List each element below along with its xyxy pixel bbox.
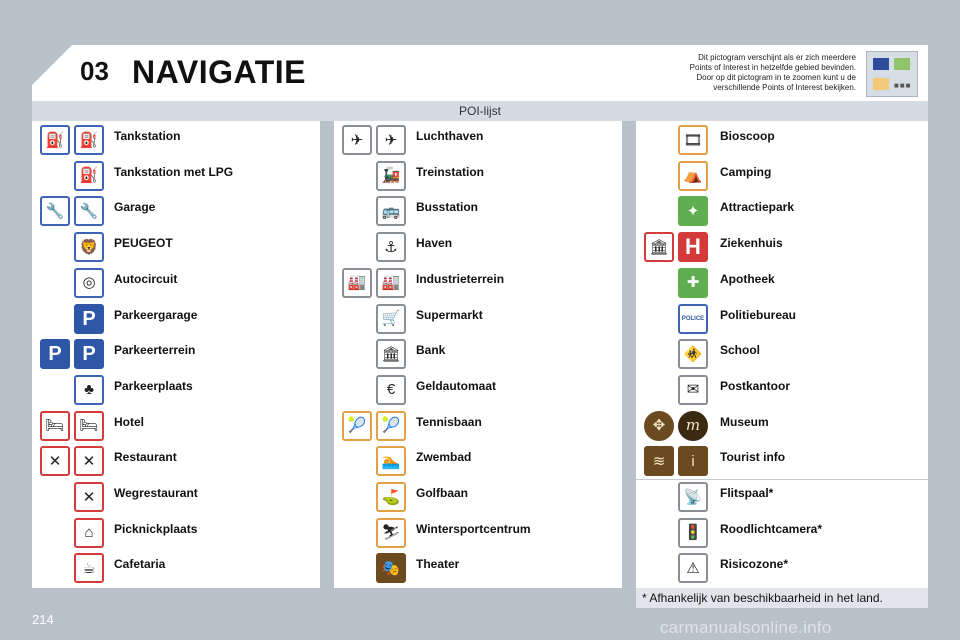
poi-label: Ziekenhuis (720, 236, 783, 251)
peugeot-lion-icon: 🦁 (74, 232, 104, 262)
lpg-pump-icon: ⛽ (74, 161, 104, 191)
poi-row (32, 302, 320, 336)
legend-green-square (894, 58, 910, 70)
poi-row (636, 480, 928, 514)
page-title: NAVIGATIE (132, 54, 306, 90)
poi-row (334, 266, 622, 300)
skier-icon: ⛷ (376, 518, 406, 548)
pharmacy-cross-icon: ✚ (678, 268, 708, 298)
coffee-cup-icon: ☕ (74, 553, 104, 583)
factory-icon: 🏭 (342, 268, 372, 298)
hospital-h-icon: H (678, 232, 708, 262)
poi-label: Parkeerplaats (114, 378, 193, 393)
poi-row (636, 337, 928, 371)
airplane-icon: ✈ (376, 125, 406, 155)
header-note-line: Dit pictogram verschijnt als er zich meerdere (698, 53, 856, 62)
red-light-camera-icon: 🚦 (678, 518, 708, 548)
poi-row (636, 230, 928, 264)
poi-row (334, 194, 622, 228)
cluster-legend-icon (866, 51, 918, 97)
poi-label: PEUGEOT (114, 236, 173, 251)
legend-yellow-square (873, 78, 889, 90)
poi-row (636, 123, 928, 157)
poi-row (32, 230, 320, 264)
tennis-player-icon: 🎾 (376, 411, 406, 441)
poi-label: Parkeerterrein (114, 343, 196, 358)
poi-label: School (720, 343, 761, 358)
poi-label: Busstation (416, 200, 479, 215)
warning-triangle-icon: ⚠ (678, 553, 708, 583)
hospital-building-icon: 🏛 (644, 232, 674, 262)
poi-row (334, 159, 622, 193)
poi-label: Tankstation (114, 129, 181, 143)
poi-column-2 (334, 121, 622, 588)
poi-label: Politiebureau (720, 307, 797, 322)
poi-row (334, 230, 622, 264)
poi-row (334, 337, 622, 371)
poi-label: Apotheek (720, 271, 775, 286)
poi-label: Tankstation met LPG (114, 164, 234, 179)
poi-row (334, 123, 622, 157)
poi-row (334, 516, 622, 550)
poi-label: Tourist info (720, 450, 786, 465)
parking-garage-icon: P (74, 304, 104, 334)
poi-label: Risicozone* (720, 557, 789, 572)
rest-area-icon: ♣ (74, 375, 104, 405)
wrench-icon-2: 🔧 (74, 196, 104, 226)
header-note-line: verschillende Points of Interest bekijken. (713, 83, 856, 92)
header-note-line: Door op dit pictogram in te zoomen kunt u de (696, 73, 856, 82)
poi-row (636, 444, 928, 478)
poi-label: Geldautomaat (416, 378, 497, 393)
sport-multi-icon: 🎾 (342, 411, 372, 441)
poi-row (636, 302, 928, 336)
factory-icon-2: 🏭 (376, 268, 406, 298)
poi-row (334, 302, 622, 336)
poi-label: Camping (720, 164, 772, 179)
poi-label: Supermarkt (416, 307, 483, 322)
poi-row (636, 194, 928, 228)
film-icon: 🎞 (678, 125, 708, 155)
poi-label: Golfbaan (416, 486, 469, 500)
poi-label: Wintersportcentrum (416, 521, 531, 536)
fuel-pump-icon: ⛽ (40, 125, 70, 155)
poi-row (636, 409, 928, 443)
poi-label: Museum (720, 414, 769, 429)
page-number: 214 (32, 612, 54, 627)
airport-multi-icon: ✈ (342, 125, 372, 155)
poi-label: Postkantoor (720, 378, 791, 393)
bed-icon-2: 🛏 (74, 411, 104, 441)
poi-label: Picknickplaats (114, 521, 198, 536)
watermark: carmanualsonline.info (660, 618, 832, 637)
poi-label: Bioscoop (720, 129, 775, 143)
parking-icon-2: P (74, 339, 104, 369)
poi-label: Restaurant (114, 450, 177, 465)
legend-blue-square (873, 58, 889, 70)
poi-row (334, 373, 622, 407)
museum-compass-icon: ✥ (644, 411, 674, 441)
poi-row (32, 159, 320, 193)
speed-camera-icon: 📡 (678, 482, 708, 512)
poi-row (636, 551, 928, 585)
poi-label: Roodlichtcamera* (720, 521, 823, 536)
subtitle-bar: POI-lijst (32, 101, 928, 121)
legend-dots-icon: ■■■ (894, 81, 912, 90)
poi-row (636, 266, 928, 300)
parking-icon: P (40, 339, 70, 369)
theater-icon: 🎭 (376, 553, 406, 583)
swimmer-icon: 🏊 (376, 446, 406, 476)
poi-row (334, 409, 622, 443)
fuel-pump-icon-2: ⛽ (74, 125, 104, 155)
race-track-icon: ◎ (74, 268, 104, 298)
header-note-line: Points of Interest in hetzelfde gebied bevinden. (689, 63, 856, 72)
poi-row (32, 516, 320, 550)
bed-icon: 🛏 (40, 411, 70, 441)
bus-icon: 🚌 (376, 196, 406, 226)
poi-label: Wegrestaurant (114, 486, 198, 500)
tourist-rays-icon: ≋ (644, 446, 674, 476)
poi-label: Autocircuit (114, 271, 178, 286)
poi-label: Garage (114, 200, 156, 215)
poi-row (334, 444, 622, 478)
train-icon: 🚂 (376, 161, 406, 191)
police-icon: POLICE (678, 304, 708, 334)
amusement-park-icon: ✦ (678, 196, 708, 226)
poi-row (636, 516, 928, 550)
poi-row (32, 409, 320, 443)
harbour-icon: ⚓ (376, 232, 406, 262)
golfer-icon: ⛳ (376, 482, 406, 512)
poi-row (32, 444, 320, 478)
poi-row (32, 551, 320, 585)
wrench-icon: 🔧 (40, 196, 70, 226)
poi-label: Zwembad (416, 450, 472, 465)
poi-label: Flitspaal* (720, 486, 774, 500)
atm-icon: € (376, 375, 406, 405)
footnote: * Afhankelijk van beschikbaarheid in het land. (636, 588, 928, 608)
header-note (620, 53, 856, 93)
poi-row (636, 373, 928, 407)
poi-label: Hotel (114, 414, 144, 429)
poi-row (32, 194, 320, 228)
poi-row (334, 551, 622, 585)
poi-row (32, 373, 320, 407)
picnic-table-icon: ⌂ (74, 518, 104, 548)
school-children-icon: 🚸 (678, 339, 708, 369)
poi-label: Treinstation (416, 164, 485, 179)
poi-row (32, 480, 320, 514)
poi-row (32, 266, 320, 300)
poi-label: Cafetaria (114, 557, 166, 572)
poi-row (636, 159, 928, 193)
poi-label: Parkeergarage (114, 307, 198, 322)
shopping-cart-icon: 🛒 (376, 304, 406, 334)
poi-label: Industrieterrein (416, 271, 505, 286)
poi-row (32, 337, 320, 371)
camping-tent-icon: ⛺ (678, 161, 708, 191)
poi-label: Bank (416, 343, 446, 358)
poi-row (334, 480, 622, 514)
poi-column-1 (32, 121, 320, 588)
info-icon: i (678, 446, 708, 476)
poi-label: Haven (416, 236, 453, 251)
poi-column-3 (636, 121, 928, 588)
poi-label: Tennisbaan (416, 414, 482, 429)
cutlery-icon-2: ✕ (74, 446, 104, 476)
museum-m-icon: m (678, 411, 708, 441)
poi-row (32, 123, 320, 157)
envelope-icon: ✉ (678, 375, 708, 405)
poi-label: Theater (416, 557, 460, 572)
bank-icon: 🏛 (376, 339, 406, 369)
poi-label: Luchthaven (416, 129, 484, 143)
roadside-restaurant-icon: ✕ (74, 482, 104, 512)
chapter-number: 03 (80, 56, 109, 86)
cutlery-icon: ✕ (40, 446, 70, 476)
poi-label: Attractiepark (720, 200, 795, 215)
